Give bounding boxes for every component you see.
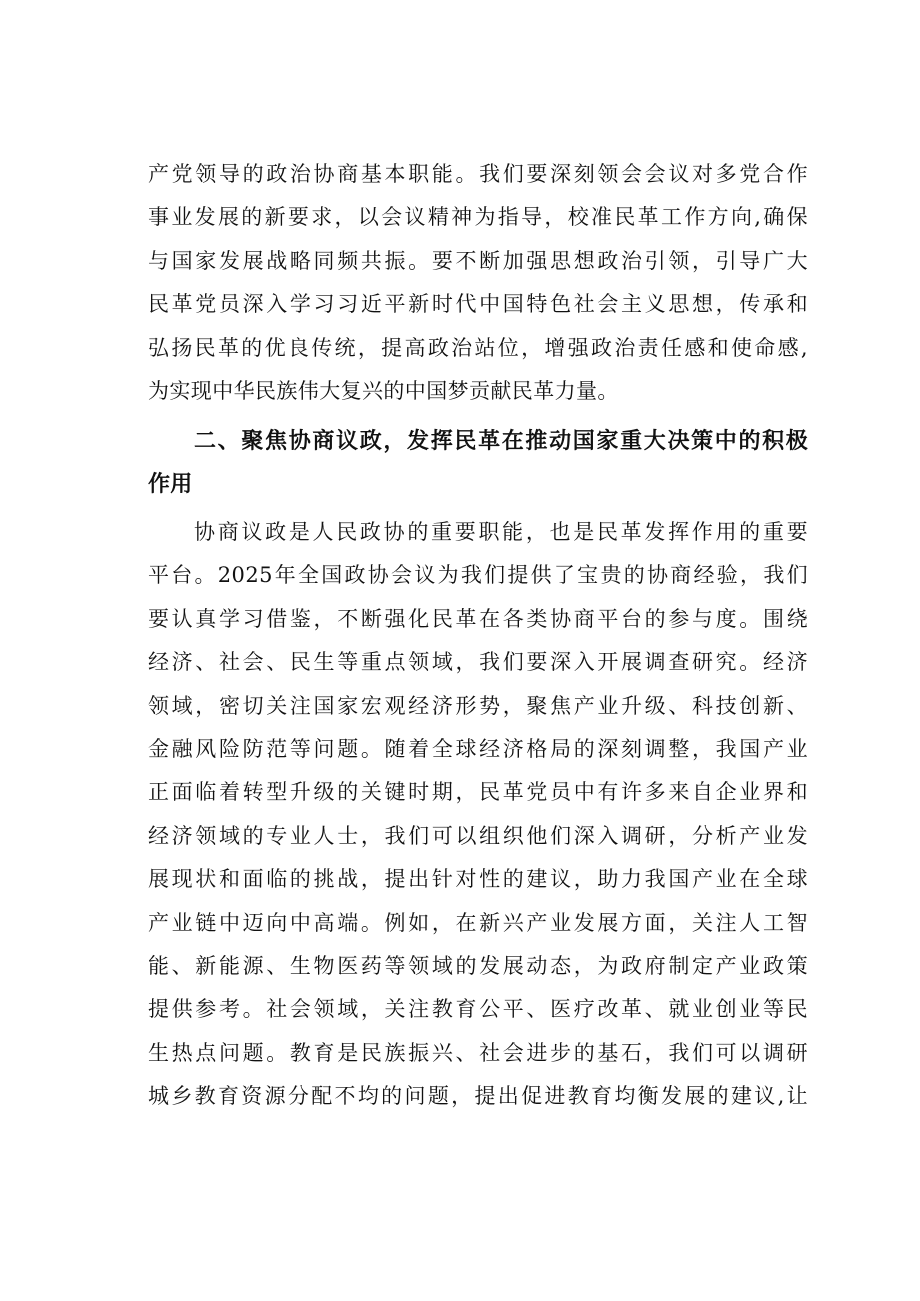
text-line: 弘扬民革的优良传统，提高政治站位，增强政治责任感和使命感, — [148, 335, 808, 360]
text-line: 经济领域的专业人士，我们可以组织他们深入调研，分析产业发 — [148, 823, 808, 848]
text-line: 为实现中华民族伟大复兴的中国梦贡献民革力量。 — [148, 378, 619, 403]
text-line: 经济、社会、民生等重点领域，我们要深入开展调查研究。经济 — [148, 650, 808, 675]
heading-line: 作用 — [148, 472, 193, 498]
text-line: 领域，密切关注国家宏观经济形势，聚焦产业升级、科技创新、 — [148, 693, 808, 718]
paragraph-consultation — [148, 511, 808, 1118]
text-line: 生热点问题。教育是民族振兴、社会进步的基石，我们可以调研 — [148, 1040, 808, 1065]
text-line: 城乡教育资源分配不均的问题，提出促进教育均衡发展的建议,让 — [148, 1084, 808, 1109]
heading-line: 二、聚焦协商议政，发挥民革在推动国家重大决策中的积极 — [194, 429, 808, 454]
section-heading-2 — [148, 420, 808, 507]
text-line: 产业链中迈向中高端。例如，在新兴产业发展方面，关注人工智 — [148, 910, 808, 935]
text-line: 民革党员深入学习习近平新时代中国特色社会主义思想，传承和 — [148, 292, 808, 317]
text-line: 正面临着转型升级的关键时期，民革党员中有许多来自企业界和 — [148, 780, 808, 805]
paragraph-party-leadership — [148, 153, 808, 413]
text-line: 金融风险防范等问题。随着全球经济格局的深刻调整，我国产业 — [148, 736, 808, 761]
text-line: 产党领导的政治协商基本职能。我们要深刻领会会议对多党合作 — [148, 162, 808, 186]
text-line: 提供参考。社会领域，关注教育公平、医疗改革、就业创业等民 — [148, 997, 808, 1022]
text-line: 与国家发展战略同频共振。要不断加强思想政治引领，引导广大 — [148, 248, 808, 273]
text-line: 要认真学习借鉴，不断强化民革在各类协商平台的参与度。围绕 — [148, 606, 808, 631]
text-line: 协商议政是人民政协的重要职能，也是民革发挥作用的重要 — [194, 520, 808, 544]
text-line: 展现状和面临的挑战，提出针对性的建议，助力我国产业在全球 — [148, 867, 808, 892]
text-line: 能、新能源、生物医药等领域的发展动态，为政府制定产业政策 — [148, 953, 808, 978]
text-line: 事业发展的新要求，以会议精神为指导，校准民革工作方向,确保 — [148, 205, 808, 230]
text-line: 平台。2025年全国政协会议为我们提供了宝贵的协商经验，我们 — [148, 563, 808, 588]
